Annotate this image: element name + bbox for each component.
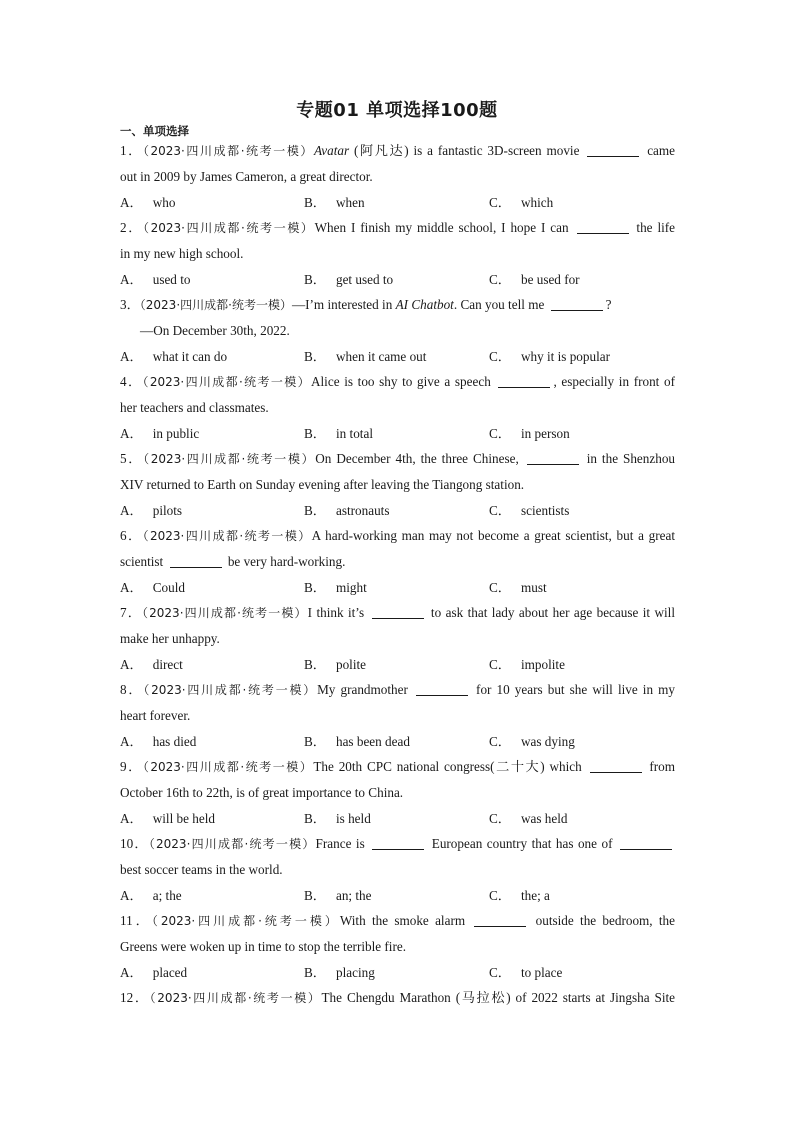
answer-options: [120, 421, 675, 446]
option-letter: A．: [120, 580, 143, 595]
question-line: [120, 292, 675, 318]
option-text: might: [335, 580, 367, 595]
option-c: [489, 575, 547, 600]
question-source: （2023·四川成都·统考一模）: [142, 529, 312, 543]
option-letter: B．: [304, 195, 326, 210]
dialog-reply: —On December 30th, 2022.: [140, 323, 290, 338]
option-letter: B．: [304, 811, 326, 826]
option-text: get used to: [335, 272, 394, 287]
question-number: 12．: [120, 990, 150, 1005]
answer-options: [120, 960, 675, 985]
question-text: came: [642, 143, 676, 158]
option-text: has died: [152, 734, 197, 749]
question-line: [120, 241, 675, 267]
option-c: [489, 498, 569, 523]
question-number: 4．: [120, 374, 143, 389]
option-b: [304, 344, 426, 369]
option-text: in person: [520, 426, 570, 441]
option-a: [120, 729, 196, 754]
question-number: 6．: [120, 528, 143, 543]
option-text: used to: [152, 272, 191, 287]
question-line: [120, 215, 675, 241]
option-b: [304, 652, 366, 677]
option-text: impolite: [520, 657, 565, 672]
answer-options: [120, 498, 675, 523]
option-b: [304, 806, 371, 831]
option-letter: A．: [120, 426, 143, 441]
option-a: [120, 960, 187, 985]
question-number: 8．: [120, 682, 144, 697]
option-letter: A．: [120, 272, 143, 287]
option-letter: C．: [489, 888, 511, 903]
option-letter: A．: [120, 965, 143, 980]
option-text: an; the: [335, 888, 372, 903]
question-number: 1．: [120, 143, 143, 158]
option-letter: C．: [489, 426, 511, 441]
question-text: best soccer teams in the world.: [120, 862, 283, 877]
question-line: [120, 754, 675, 780]
option-letter: B．: [304, 349, 326, 364]
question-item: [120, 446, 675, 523]
answer-options: [120, 344, 675, 369]
answer-blank: [498, 373, 550, 388]
option-text: who: [152, 195, 176, 210]
question-line: [120, 472, 675, 498]
answer-blank: [590, 758, 642, 773]
question-source: （2023·四川成都·统考一模）: [151, 914, 340, 928]
answer-options: [120, 575, 675, 600]
question-text: When I finish my middle school, I hope I can: [314, 220, 574, 235]
question-line: [120, 395, 675, 421]
option-b: [304, 421, 373, 446]
question-line: [120, 985, 675, 1011]
option-a: [120, 652, 183, 677]
italic-title: AI Chatbot: [395, 297, 454, 312]
option-text: has been dead: [335, 734, 410, 749]
answer-blank: [620, 835, 672, 850]
option-a: [120, 190, 175, 215]
option-text: when it came out: [335, 349, 427, 364]
question-list: [120, 138, 675, 1011]
question-text: from: [644, 759, 675, 774]
option-a: [120, 344, 227, 369]
question-item: [120, 369, 675, 446]
question-source: （2023·四川成都·统考一模）: [143, 221, 315, 235]
answer-blank: [372, 604, 424, 619]
option-letter: C．: [489, 195, 511, 210]
question-source: （2023·四川成都·统考一模）: [148, 837, 316, 851]
option-c: [489, 729, 575, 754]
question-number: 9．: [120, 759, 143, 774]
section-heading: 一、单项选择: [120, 124, 189, 138]
answer-blank: [372, 835, 424, 850]
question-line: [120, 446, 675, 472]
question-item: [120, 215, 675, 292]
option-letter: C．: [489, 811, 511, 826]
answer-options: [120, 729, 675, 754]
option-letter: B．: [304, 734, 326, 749]
answer-blank: [577, 219, 629, 234]
option-b: [304, 267, 393, 292]
answer-blank: [587, 142, 639, 157]
answer-blank: [551, 296, 603, 311]
question-line: [120, 369, 675, 395]
option-b: [304, 498, 389, 523]
question-text: The Chengdu Marathon (马拉松) of 2022 starts at Jingsha Site: [321, 990, 676, 1005]
option-text: will be held: [152, 811, 215, 826]
option-text: must: [520, 580, 547, 595]
question-text: With the smoke alarm: [339, 913, 472, 928]
question-text: The 20th CPC national congress(二十大) which: [313, 759, 587, 774]
question-item: [120, 600, 675, 677]
option-text: astronauts: [335, 503, 390, 518]
question-text: her teachers and classmates.: [120, 400, 269, 415]
question-text: in my new high school.: [120, 246, 244, 261]
option-text: to place: [520, 965, 563, 980]
question-text: in the Shenzhou: [581, 451, 676, 466]
question-number: 11．: [120, 913, 152, 928]
question-source: （2023·四川成都·统考一模）: [142, 375, 311, 389]
option-a: [120, 883, 182, 908]
option-letter: C．: [489, 734, 511, 749]
answer-blank: [416, 681, 468, 696]
question-text: for 10 years but she will live in my: [470, 682, 676, 697]
answer-blank: [170, 553, 222, 568]
option-letter: A．: [120, 657, 143, 672]
question-source: （2023·四川成都·统考一模）: [142, 606, 308, 620]
question-text: to ask that lady about her age because it will: [426, 605, 676, 620]
option-text: placed: [152, 965, 188, 980]
question-text: France is: [315, 836, 370, 851]
question-line: [120, 626, 675, 652]
question-source: （2023·四川成都·统考一模）: [142, 760, 314, 774]
question-item: [120, 677, 675, 754]
option-letter: B．: [304, 272, 326, 287]
option-letter: B．: [304, 426, 326, 441]
option-letter: A．: [120, 811, 143, 826]
question-number: 5．: [120, 451, 144, 466]
question-line: [120, 857, 675, 883]
question-text: make her unhappy.: [120, 631, 220, 646]
option-c: [489, 267, 580, 292]
option-text: which: [520, 195, 554, 210]
question-line: [120, 600, 675, 626]
option-b: [304, 960, 375, 985]
question-source: （2023·四川成都·统考一模）: [143, 683, 318, 697]
option-a: [120, 267, 190, 292]
option-text: when: [335, 195, 365, 210]
option-letter: B．: [304, 657, 326, 672]
question-text: —I’m interested in: [291, 297, 396, 312]
question-text: I think it’s: [307, 605, 369, 620]
question-number: 3．: [120, 297, 140, 312]
option-text: a; the: [152, 888, 182, 903]
question-text: European country that has one of: [427, 836, 618, 851]
option-text: the; a: [520, 888, 550, 903]
answer-options: [120, 652, 675, 677]
option-letter: C．: [489, 503, 511, 518]
question-item: [120, 292, 675, 369]
option-c: [489, 806, 568, 831]
option-letter: A．: [120, 734, 143, 749]
option-c: [489, 652, 565, 677]
question-text: (阿凡达) is a fantastic 3D-screen movie: [349, 143, 585, 158]
question-source: （2023·四川成都·统考一模）: [139, 298, 292, 312]
option-text: pilots: [152, 503, 183, 518]
question-line: [120, 164, 675, 190]
question-text: be very hard-working.: [224, 554, 346, 569]
question-text: the life: [631, 220, 676, 235]
option-letter: C．: [489, 272, 511, 287]
option-letter: C．: [489, 657, 511, 672]
answer-options: [120, 267, 675, 292]
question-item: [120, 831, 675, 908]
question-source: （2023·四川成都·统考一模）: [143, 452, 316, 466]
option-text: be used for: [520, 272, 580, 287]
question-text: A hard-working man may not become a great scientist, but a great: [311, 528, 675, 543]
answer-blank: [527, 450, 579, 465]
option-c: [489, 344, 610, 369]
option-text: is held: [335, 811, 371, 826]
option-a: [120, 421, 199, 446]
answer-blank: [474, 912, 526, 927]
option-text: why it is popular: [520, 349, 610, 364]
question-line: [120, 703, 675, 729]
question-line: [120, 908, 675, 934]
question-item: [120, 985, 675, 1011]
question-line: [120, 523, 675, 549]
option-letter: A．: [120, 503, 143, 518]
question-item: [120, 908, 675, 985]
question-source: （2023·四川成都·统考一模）: [149, 991, 322, 1005]
option-text: was dying: [520, 734, 575, 749]
option-a: [120, 498, 182, 523]
option-letter: A．: [120, 349, 143, 364]
question-text: ?: [605, 297, 612, 312]
option-text: was held: [520, 811, 568, 826]
question-text: . Can you tell me: [453, 297, 548, 312]
option-text: in public: [152, 426, 200, 441]
option-letter: A．: [120, 888, 143, 903]
answer-options: [120, 190, 675, 215]
question-text: October 16th to 22th, is of great importance to China.: [120, 785, 404, 800]
option-c: [489, 883, 550, 908]
question-text: XIV returned to Earth on Sunday evening after leaving the Tiangong station.: [120, 477, 525, 492]
option-c: [489, 960, 562, 985]
question-source: （2023·四川成都·统考一模）: [142, 144, 314, 158]
question-number: 2．: [120, 220, 144, 235]
question-item: [120, 754, 675, 831]
question-line: [120, 934, 675, 960]
option-text: Could: [152, 580, 185, 595]
question-line: [120, 677, 675, 703]
option-letter: B．: [304, 503, 326, 518]
italic-title: Avatar: [313, 143, 350, 158]
question-text: scientist: [120, 554, 167, 569]
question-line: [120, 138, 675, 164]
question-line: [120, 780, 675, 806]
option-a: [120, 575, 185, 600]
question-text: Greens were woken up in time to stop the terrible fire.: [120, 939, 407, 954]
question-line: [120, 549, 675, 575]
question-text: , especially in front of: [553, 374, 675, 389]
option-b: [304, 729, 410, 754]
question-text: Alice is too shy to give a speech: [310, 374, 496, 389]
option-c: [489, 190, 553, 215]
option-b: [304, 190, 365, 215]
page-title: 专题01 单项选择100题: [296, 100, 498, 121]
option-text: scientists: [520, 503, 570, 518]
option-c: [489, 421, 570, 446]
option-letter: C．: [489, 965, 511, 980]
option-letter: A．: [120, 195, 143, 210]
option-text: what it can do: [152, 349, 228, 364]
question-item: [120, 138, 675, 215]
question-text: outside the bedroom, the: [529, 913, 675, 928]
option-text: placing: [335, 965, 375, 980]
option-letter: C．: [489, 580, 511, 595]
answer-options: [120, 806, 675, 831]
option-text: in total: [335, 426, 373, 441]
question-text: out in 2009 by James Cameron, a great director.: [120, 169, 373, 184]
option-a: [120, 806, 215, 831]
question-number: 10．: [120, 836, 149, 851]
answer-options: [120, 883, 675, 908]
option-letter: B．: [304, 965, 326, 980]
option-letter: B．: [304, 888, 326, 903]
option-b: [304, 883, 372, 908]
option-text: direct: [152, 657, 183, 672]
question-text: heart forever.: [120, 708, 191, 723]
option-letter: B．: [304, 580, 326, 595]
question-number: 7．: [120, 605, 143, 620]
question-text: On December 4th, the three Chinese,: [315, 451, 524, 466]
question-text: My grandmother: [317, 682, 413, 697]
option-letter: C．: [489, 349, 511, 364]
option-text: polite: [335, 657, 367, 672]
question-line: [120, 831, 675, 857]
question-item: [120, 523, 675, 600]
option-b: [304, 575, 367, 600]
